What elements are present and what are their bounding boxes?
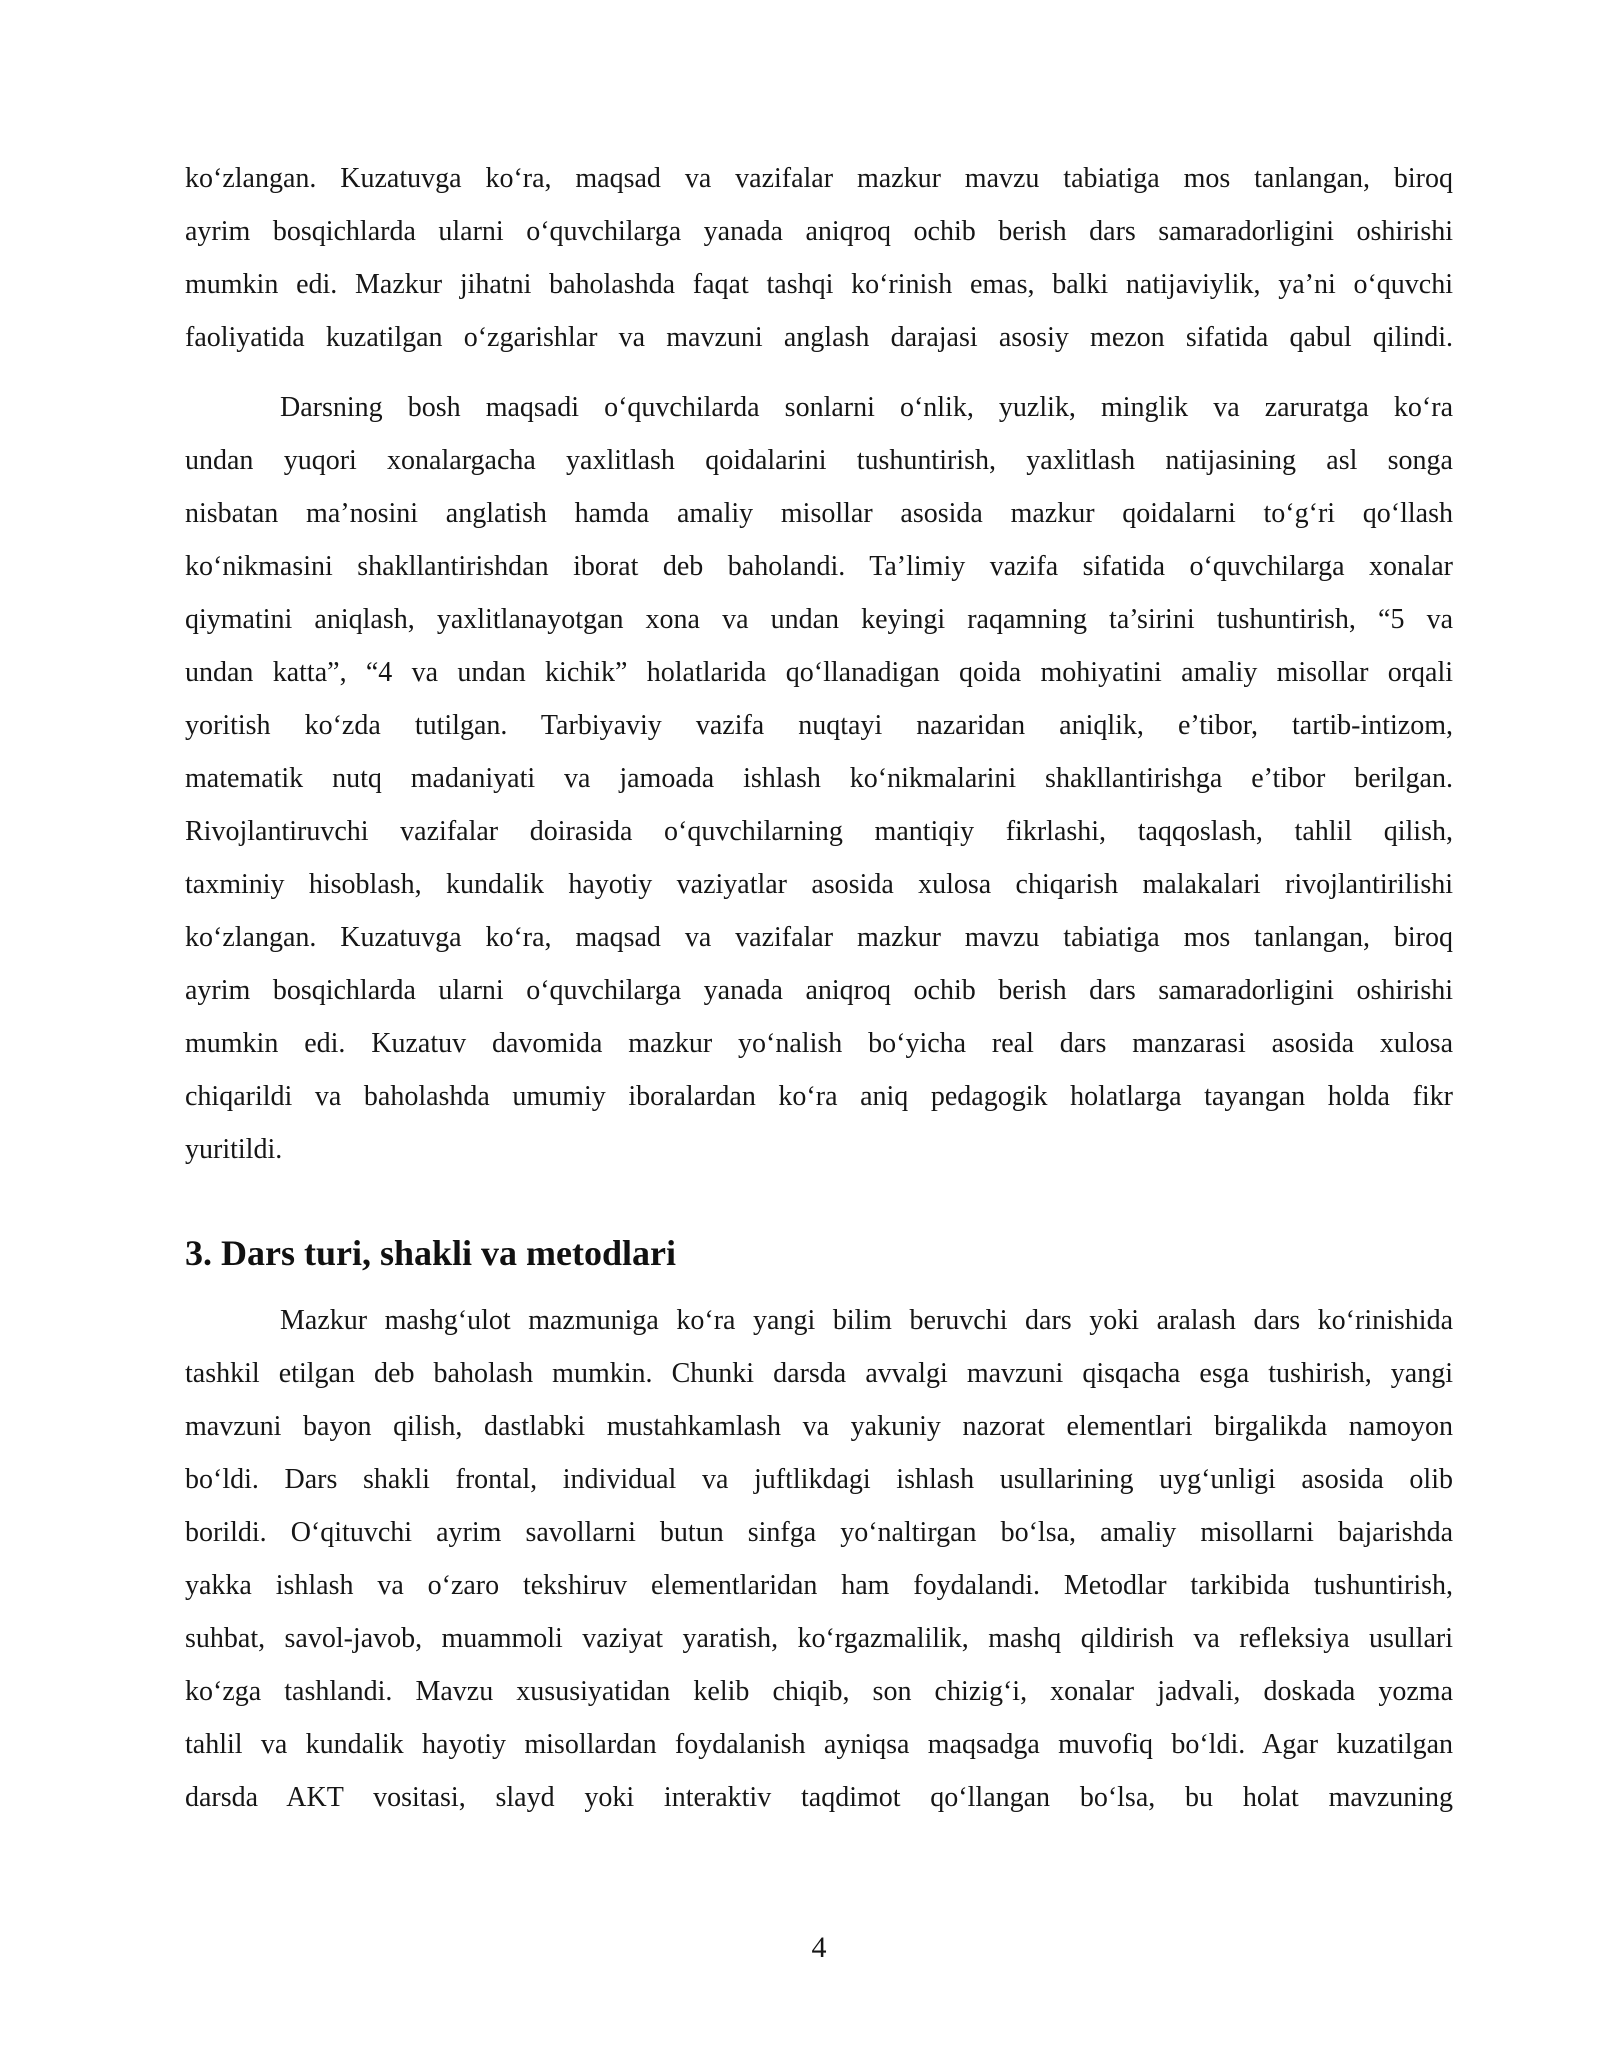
text-line: undan katta”, “4 va undan kichik” holatlarida qo‘llanadigan qoida mohiyatini amaliy misollar orqali [185,657,1453,688]
text-line: undan yuqori xonalargacha yaxlitlash qoidalarini tushuntirish, yaxlitlash natijasining asl songa [185,445,1453,476]
text-line: taxminiy hisoblash, kundalik hayotiy vaziyatlar asosida xulosa chiqarish malakalari rivojlantirilishi [185,869,1453,900]
paragraph-3 [185,1294,1453,1824]
text-line: yakka ishlash va o‘zaro tekshiruv elementlaridan ham foydalandi. Metodlar tarkibida tushuntirish, [185,1570,1453,1601]
text-line: chiqarildi va baholashda umumiy iboralardan ko‘ra aniq pedagogik holatlarga tayangan holda fikr [185,1081,1453,1112]
text-line: tahlil va kundalik hayotiy misollardan foydalanish ayniqsa maqsadga muvofiq bo‘ldi. Agar kuzatilgan [185,1729,1453,1760]
text-line: nisbatan ma’nosini anglatish hamda amaliy misollar asosida mazkur qoidalarni to‘g‘ri qo‘llash [185,498,1453,529]
section-heading: 3. Dars turi, shakli va metodlari [185,1233,676,1273]
text-line: mavzuni bayon qilish, dastlabki mustahkamlash va yakuniy nazorat elementlari birgalikda namoyon [185,1411,1453,1442]
text-line: ayrim bosqichlarda ularni o‘quvchilarga yanada aniqroq ochib berish dars samaradorligini oshirishi [185,216,1453,247]
text-line: ko‘nikmasini shakllantirishdan iborat deb baholandi. Ta’limiy vazifa sifatida o‘quvchilarga xonalar [185,551,1453,582]
text-line: yuritildi. [185,1134,283,1165]
text-line: ayrim bosqichlarda ularni o‘quvchilarga yanada aniqroq ochib berish dars samaradorligini oshirishi [185,975,1453,1006]
text-line: Mazkur mashg‘ulot mazmuniga ko‘ra yangi bilim beruvchi dars yoki aralash dars ko‘rinishida [280,1305,1453,1336]
text-line: mumkin edi. Mazkur jihatni baholashda faqat tashqi ko‘rinish emas, balki natijaviylik, ya’ni o‘quvchi [185,269,1453,300]
text-line: ko‘zlangan. Kuzatuvga ko‘ra, maqsad va vazifalar mazkur mavzu tabiatiga mos tanlangan, biroq [185,163,1453,194]
text-line: yoritish ko‘zda tutilgan. Tarbiyaviy vazifa nuqtayi nazaridan aniqlik, e’tibor, tartib-intizom, [185,710,1453,741]
text-line: darsda AKT vositasi, slayd yoki interaktiv taqdimot qo‘llangan bo‘lsa, bu holat mavzuning [185,1782,1453,1813]
page-number: 4 [811,1931,827,1964]
text-line: Darsning bosh maqsadi o‘quvchilarda sonlarni o‘nlik, yuzlik, minglik va zaruratga ko‘ra [280,392,1453,423]
text-line: qiymatini aniqlash, yaxlitlanayotgan xona va undan keyingi raqamning ta’sirini tushuntirish, “5 va [185,604,1453,635]
text-line: suhbat, savol-javob, muammoli vaziyat yaratish, ko‘rgazmalilik, mashq qildirish va refleksiya usullari [185,1623,1453,1654]
text-line: matematik nutq madaniyati va jamoada ishlash ko‘nikmalarini shakllantirishga e’tibor berilgan. [185,763,1453,794]
paragraph-2 [185,381,1453,1176]
text-line: bo‘ldi. Dars shakli frontal, individual va juftlikdagi ishlash usullarining uyg‘unligi asosida olib [185,1464,1453,1495]
text-line: ko‘zga tashlandi. Mavzu xususiyatidan kelib chiqib, son chizig‘i, xonalar jadvali, doskada yozma [185,1676,1453,1707]
text-line: tashkil etilgan deb baholash mumkin. Chunki darsda avvalgi mavzuni qisqacha esga tushirish, yangi [185,1358,1453,1389]
text-line: ko‘zlangan. Kuzatuvga ko‘ra, maqsad va vazifalar mazkur mavzu tabiatiga mos tanlangan, biroq [185,922,1453,953]
text-line: faoliyatida kuzatilgan o‘zgarishlar va mavzuni anglash darajasi asosiy mezon sifatida qabul qilindi. [185,322,1453,353]
text-block [185,152,1453,1824]
text-line: mumkin edi. Kuzatuv davomida mazkur yo‘nalish bo‘yicha real dars manzarasi asosida xulosa [185,1028,1453,1059]
text-line: Rivojlantiruvchi vazifalar doirasida o‘quvchilarning mantiqiy fikrlashi, taqqoslash, tahlil qilish, [185,816,1453,847]
paragraph-1 [185,152,1453,364]
text-line: borildi. O‘qituvchi ayrim savollarni butun sinfga yo‘naltirgan bo‘lsa, amaliy misollarni bajarishda [185,1517,1453,1548]
